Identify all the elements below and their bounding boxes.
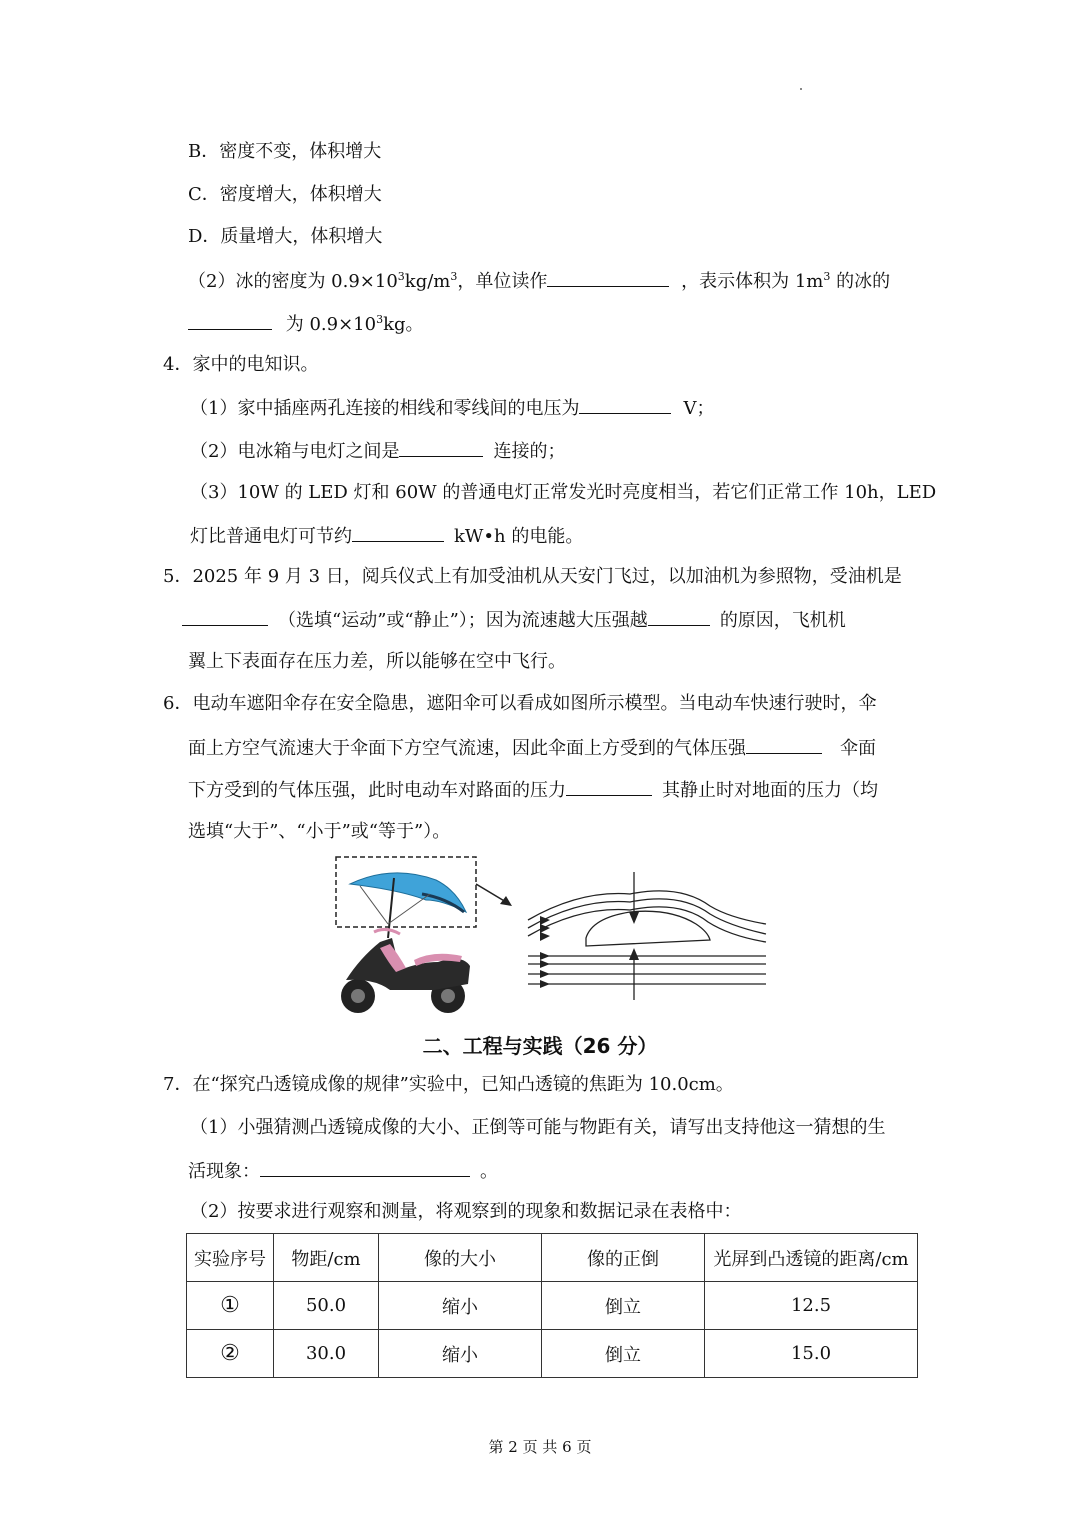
table-cell: 30.0 [274, 1330, 379, 1378]
question-7-title: 7．在“探究凸透镜成像的规律”实验中，已知凸透镜的焦距为 10.0cm。 [163, 1074, 734, 1095]
q4-part3-line2 [190, 523, 583, 549]
page-footer: 第 2 页 共 6 页 [488, 1438, 592, 1456]
section-title: 二、工程与实践（26 分） [422, 1034, 658, 1058]
text: （2）电冰箱与电灯之间是 [190, 441, 400, 462]
question-4-title: 4．家中的电知识。 [163, 354, 319, 375]
q7-part1-line1: （1）小强猜测凸透镜成像的大小、正倒等可能与物距有关，请写出支持他这一猜想的生 [190, 1117, 886, 1138]
table-header: 像的大小 [379, 1234, 542, 1282]
table-header: 实验序号 [187, 1234, 274, 1282]
table-header: 物距/cm [274, 1234, 379, 1282]
table-cell: ② [187, 1330, 274, 1378]
table-row [187, 1282, 918, 1330]
q3-part2-line1 [188, 268, 890, 294]
text: ，表示体积为 1m [681, 271, 824, 292]
airflow-lines-lower [528, 956, 766, 984]
answer-blank[interactable] [547, 268, 669, 287]
question-6-line1: 6．电动车遮阳伞存在安全隐患，遮阳伞可以看成如图所示模型。当电动车快速行驶时，伞 [163, 693, 877, 714]
pointer-arrow-head [500, 896, 512, 906]
table-row [187, 1330, 918, 1378]
question-6-line4: 选填“大于”、“小于”或“等于”）。 [188, 821, 451, 842]
text: 灯比普通电灯可节约 [190, 526, 352, 547]
table-cell: 缩小 [379, 1282, 542, 1330]
umbrella-strut [360, 886, 388, 924]
text: 其静止时对地面的压力（均 [662, 780, 878, 801]
option-c: C．密度增大，体积增大 [188, 184, 382, 205]
text: （选填“运动”或“静止”）；因为流速越大压强越 [278, 610, 648, 631]
text: ，单位读作 [457, 271, 548, 292]
text: 的冰的 [830, 271, 891, 292]
table-cell: 12.5 [705, 1282, 918, 1330]
text: 伞面 [840, 738, 876, 759]
table-header-row [187, 1234, 918, 1282]
answer-blank[interactable] [260, 1158, 470, 1177]
pointer-arrow-line [476, 884, 506, 902]
sup: 3 [450, 270, 458, 283]
question-5-line2 [182, 607, 846, 633]
question-5-line1: 5．2025 年 9 月 3 日，阅兵仪式上有加受油机从天安门飞过，以加油机为参照物，受油机是 [163, 566, 902, 587]
answer-blank[interactable] [188, 311, 272, 330]
text: 下方受到的气体压强，此时电动车对路面的压力 [188, 780, 566, 801]
table-cell: ① [187, 1282, 274, 1330]
sup: 3 [823, 270, 831, 283]
answer-blank[interactable] [579, 395, 671, 414]
text: 活现象： [188, 1161, 260, 1182]
option-d: D．质量增大，体积增大 [188, 226, 383, 247]
answer-blank[interactable] [399, 438, 483, 457]
text: （1）家中插座两孔连接的相线和零线间的电压为 [190, 398, 580, 419]
answer-blank[interactable] [352, 523, 444, 542]
question-5-line3: 翼上下表面存在压力差，所以能够在空中飞行。 [188, 651, 566, 672]
text: 连接的； [493, 441, 566, 462]
rear-hub [441, 989, 455, 1003]
table-cell: 15.0 [705, 1330, 918, 1378]
text: kg/m [404, 271, 451, 292]
umbrella-canopy [350, 873, 466, 912]
table-cell: 缩小 [379, 1330, 542, 1378]
umbrella-strut [388, 894, 430, 924]
q7-part2: （2）按要求进行观察和测量，将观察到的现象和数据记录在表格中： [190, 1201, 742, 1222]
answer-blank[interactable] [746, 735, 822, 754]
front-hub [351, 989, 365, 1003]
table-cell: 倒立 [542, 1282, 705, 1330]
text: 。 [480, 1161, 498, 1182]
upward-force-arrow [629, 948, 639, 960]
text: 的原因，飞机机 [719, 610, 846, 631]
sup: 3 [376, 313, 384, 326]
umbrella-figure [330, 850, 770, 1020]
option-b: B．密度不变，体积增大 [188, 141, 382, 162]
text: V； [683, 398, 715, 419]
answer-blank[interactable] [648, 607, 710, 626]
q7-part1-line2 [188, 1158, 498, 1184]
table-cell: 50.0 [274, 1282, 379, 1330]
table-header: 像的正倒 [542, 1234, 705, 1282]
question-6-line3 [188, 777, 878, 803]
q4-part3-line1: （3）10W 的 LED 灯和 60W 的普通电灯正常发光时亮度相当，若它们正常工作 10h，LED [190, 482, 937, 503]
text: kg。 [383, 314, 424, 335]
handlebar [374, 929, 400, 934]
q4-part2 [190, 438, 565, 464]
text: 面上方空气流速大于伞面下方空气流速，因此伞面上方受到的气体压强 [188, 738, 746, 759]
answer-blank[interactable] [566, 777, 652, 796]
table-header: 光屏到凸透镜的距离/cm [705, 1234, 918, 1282]
airfoil [586, 911, 710, 946]
sup: 3 [397, 270, 405, 283]
answer-blank[interactable] [182, 607, 268, 626]
flow-arrowheads [540, 916, 550, 988]
stray-dot [800, 88, 802, 90]
text: kW•h 的电能。 [454, 526, 584, 547]
table-cell: 倒立 [542, 1330, 705, 1378]
text: 为 0.9×10 [285, 314, 377, 335]
q3-part2-line2 [188, 311, 424, 337]
question-6-line2 [188, 735, 876, 761]
experiment-table [186, 1233, 918, 1378]
q4-part1 [190, 395, 714, 421]
text: （2）冰的密度为 0.9×10 [188, 271, 398, 292]
